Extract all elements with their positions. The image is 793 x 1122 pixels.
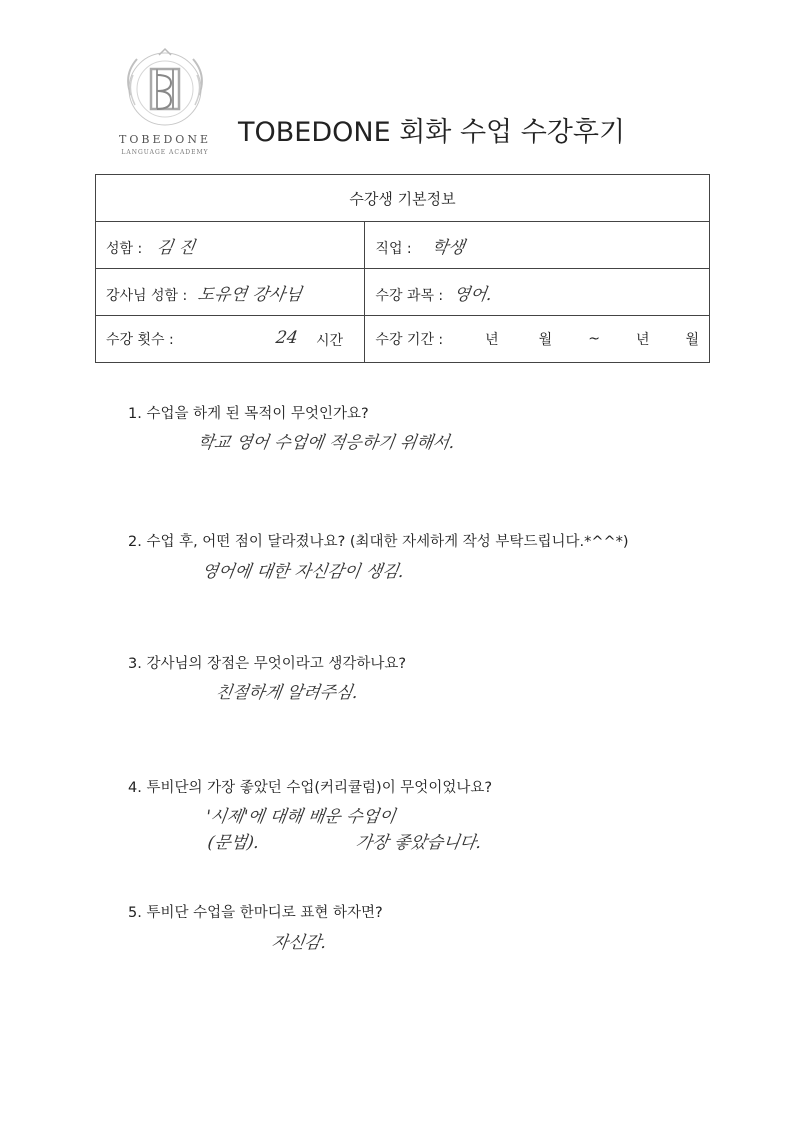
period-tilde: ~ <box>588 331 600 347</box>
period-month-end: 월 <box>685 332 699 348</box>
teacher-cell <box>96 269 365 316</box>
logo-subtitle: LANGUAGE ACADEMY <box>121 149 209 156</box>
answer-1: 학교 영어 수업에 적응하기 위해서. <box>196 433 456 453</box>
question-4: 4. 투비단의 가장 좋았던 수업(커리큘럼)이 무엇이었나요? <box>128 780 493 796</box>
sessions-unit: 시간 <box>316 333 344 349</box>
answer-4-line-3: 가장 좋았습니다. <box>354 833 483 853</box>
document-title: TOBEDONE 회화 수업 수강후기 <box>238 117 626 148</box>
sessions-cell <box>96 316 365 363</box>
name-value: 김 진 <box>154 237 196 258</box>
sessions-label: 수강 횟수 : <box>106 332 174 348</box>
period-month-start: 월 <box>538 332 553 348</box>
question-1: 1. 수업을 하게 된 목적이 무엇인가요? <box>128 406 369 422</box>
name-cell <box>96 222 365 269</box>
sessions-value: 24 <box>274 328 300 348</box>
logo-wordmark: TOBEDONE <box>119 133 211 146</box>
period-year-start: 년 <box>485 332 499 348</box>
subject-label: 수강 과목 : <box>375 287 444 304</box>
question-5: 5. 투비단 수업을 한마디로 표현 하자면? <box>128 905 383 921</box>
answer-4-line-1: '시제'에 대해 배운 수업이 <box>204 807 397 827</box>
answer-2: 영어에 대한 자신감이 생김. <box>200 562 406 582</box>
subject-cell <box>365 269 710 316</box>
student-info-table <box>95 174 710 363</box>
period-year-end: 년 <box>635 332 650 348</box>
job-label: 직업 : <box>375 240 412 257</box>
question-3: 3. 강사님의 장점은 무엇이라고 생각하나요? <box>128 656 407 672</box>
period-cell <box>365 316 710 363</box>
answer-5: 자신감. <box>270 933 328 953</box>
name-label: 성함 : <box>106 240 143 257</box>
info-table-header: 수강생 기본정보 <box>96 175 710 222</box>
job-value: 학생 <box>430 237 467 258</box>
job-cell <box>365 222 710 269</box>
answer-4-line-2: (문법). <box>206 833 261 853</box>
period-label: 수강 기간 : <box>375 332 444 348</box>
logo-emblem-icon <box>117 45 213 131</box>
subject-value: 영어. <box>451 284 493 305</box>
answer-3: 친절하게 알려주심. <box>214 683 360 703</box>
question-2: 2. 수업 후, 어떤 점이 달라졌나요? (최대한 자세하게 작성 부탁드립니다.*^^*) <box>128 534 629 550</box>
teacher-label: 강사님 성함 : <box>106 287 188 304</box>
academy-logo <box>105 45 225 163</box>
teacher-value: 도유연 강사님 <box>195 284 303 305</box>
